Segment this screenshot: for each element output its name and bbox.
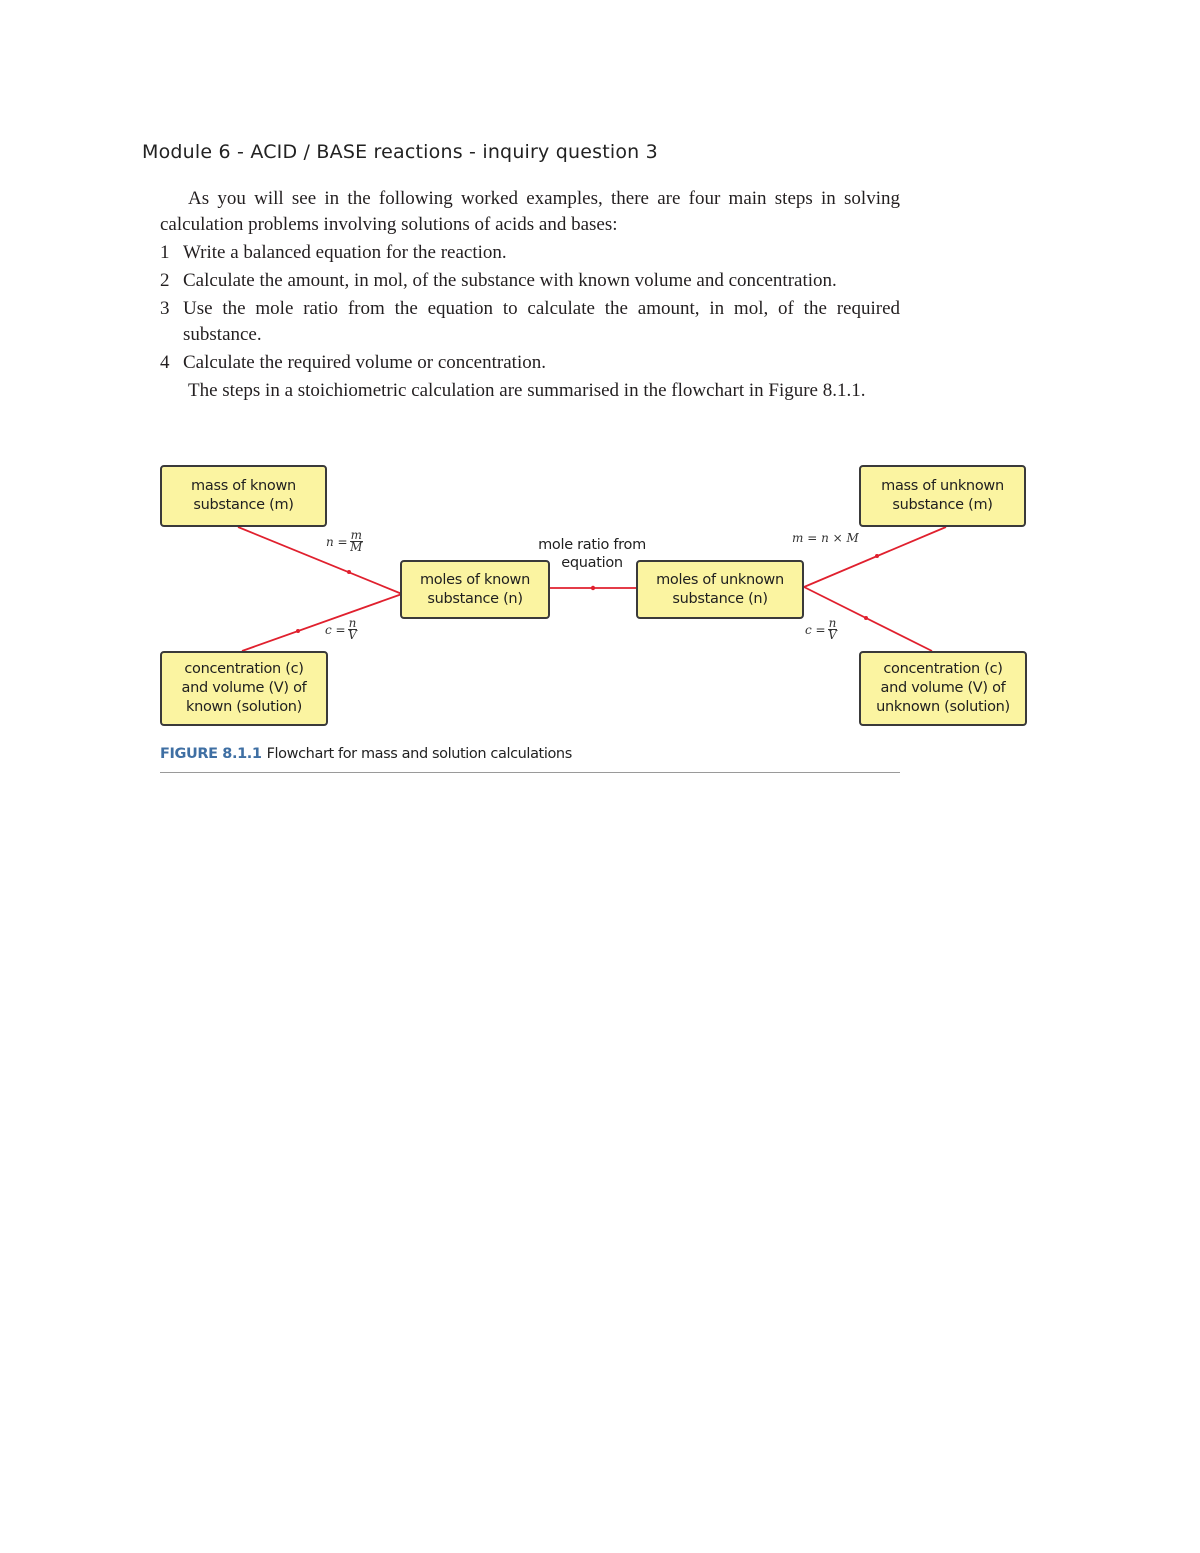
body-text <box>160 186 900 404</box>
connector-dot <box>591 586 595 590</box>
connector-dot <box>875 554 879 558</box>
box-mass-unknown <box>859 465 1026 527</box>
mole-ratio-label <box>522 536 662 572</box>
connector-dot <box>347 570 351 574</box>
box-moles-unknown-line2: substance (n) <box>672 590 768 607</box>
mole-ratio-line2: equation <box>561 555 623 571</box>
formula-fraction <box>828 618 838 641</box>
box-mass-known-text: mass of known substance (m) <box>191 478 296 513</box>
step-item <box>160 296 900 348</box>
box-moles-unknown-line1: moles of unknown <box>656 571 784 588</box>
caption-divider <box>160 772 900 773</box>
formula-denominator: M <box>350 540 363 554</box>
formula-lhs: c = <box>325 622 346 637</box>
figure-label: FIGURE 8.1.1 <box>160 746 262 762</box>
box-conc-unknown-line2: and volume (V) of <box>880 680 1006 696</box>
formula-n-m-over-M <box>326 530 363 553</box>
box-moles-known-line2: substance (n) <box>427 590 523 607</box>
summary-paragraph: The steps in a stoichiometric calculation are summarised in the flowchart in Figure 8.1.1. <box>188 380 866 401</box>
formula-lhs: c = <box>805 622 826 637</box>
step-text: Use the mole ratio from the equation to calculate the amount, in mol, of the required substance. <box>183 298 900 345</box>
connector-dot <box>296 629 300 633</box>
formula-c-n-over-V-left <box>325 618 357 641</box>
box-conc-unknown-line3: unknown (solution) <box>876 699 1010 715</box>
box-conc-known-line1: concentration (c) <box>184 661 304 677</box>
formula-m-n-times-M <box>792 531 859 545</box>
box-conc-unknown-line1: concentration (c) <box>883 661 1003 677</box>
figure-caption-text: Flowchart for mass and solution calculations <box>266 746 572 762</box>
connector-conc-known <box>242 594 402 651</box>
connector-mass-known <box>238 527 402 594</box>
box-mass-unknown-line2: substance (m) <box>892 497 993 513</box>
step-text: Calculate the amount, in mol, of the substance with known volume and concentration. <box>183 270 837 291</box>
formula-lhs: n = <box>326 534 348 549</box>
formula-c-n-over-V-right <box>805 618 837 641</box>
box-mass-unknown-line1: mass of unknown <box>881 478 1004 494</box>
box-conc-unknown <box>859 651 1027 726</box>
step-number: 3 <box>160 298 170 319</box>
step-item <box>160 240 900 266</box>
formula-fraction <box>348 618 358 641</box>
formula-numerator: n <box>348 616 357 630</box>
step-number: 2 <box>160 270 170 291</box>
figure-caption <box>160 746 572 762</box>
steps-list <box>160 240 900 376</box>
box-moles-known-line1: moles of known <box>419 571 530 588</box>
page-heading: Module 6 - ACID / BASE reactions - inquiry question 3 <box>142 141 658 163</box>
step-number: 4 <box>160 352 170 373</box>
formula-numerator: m <box>350 528 362 542</box>
intro-paragraph: As you will see in the following worked examples, there are four main steps in solving calculation problems involving solutions of acids and bases: <box>160 188 900 235</box>
step-item <box>160 268 900 294</box>
formula-text: m = n × M <box>792 531 859 545</box>
formula-denominator: V <box>828 628 837 642</box>
step-text: Calculate the required volume or concentration. <box>183 352 546 373</box>
connector-dot <box>864 616 868 620</box>
step-text: Write a balanced equation for the reaction. <box>183 242 507 263</box>
formula-denominator: V <box>348 628 357 642</box>
box-conc-known-line2: and volume (V) of <box>181 680 307 696</box>
box-mass-known <box>160 465 327 527</box>
formula-fraction <box>350 530 363 553</box>
step-item <box>160 350 900 376</box>
box-conc-known-line3: known (solution) <box>185 699 303 715</box>
mole-ratio-line1: mole ratio from <box>538 537 646 553</box>
step-number: 1 <box>160 242 170 263</box>
formula-numerator: n <box>828 616 837 630</box>
box-conc-known <box>160 651 328 726</box>
